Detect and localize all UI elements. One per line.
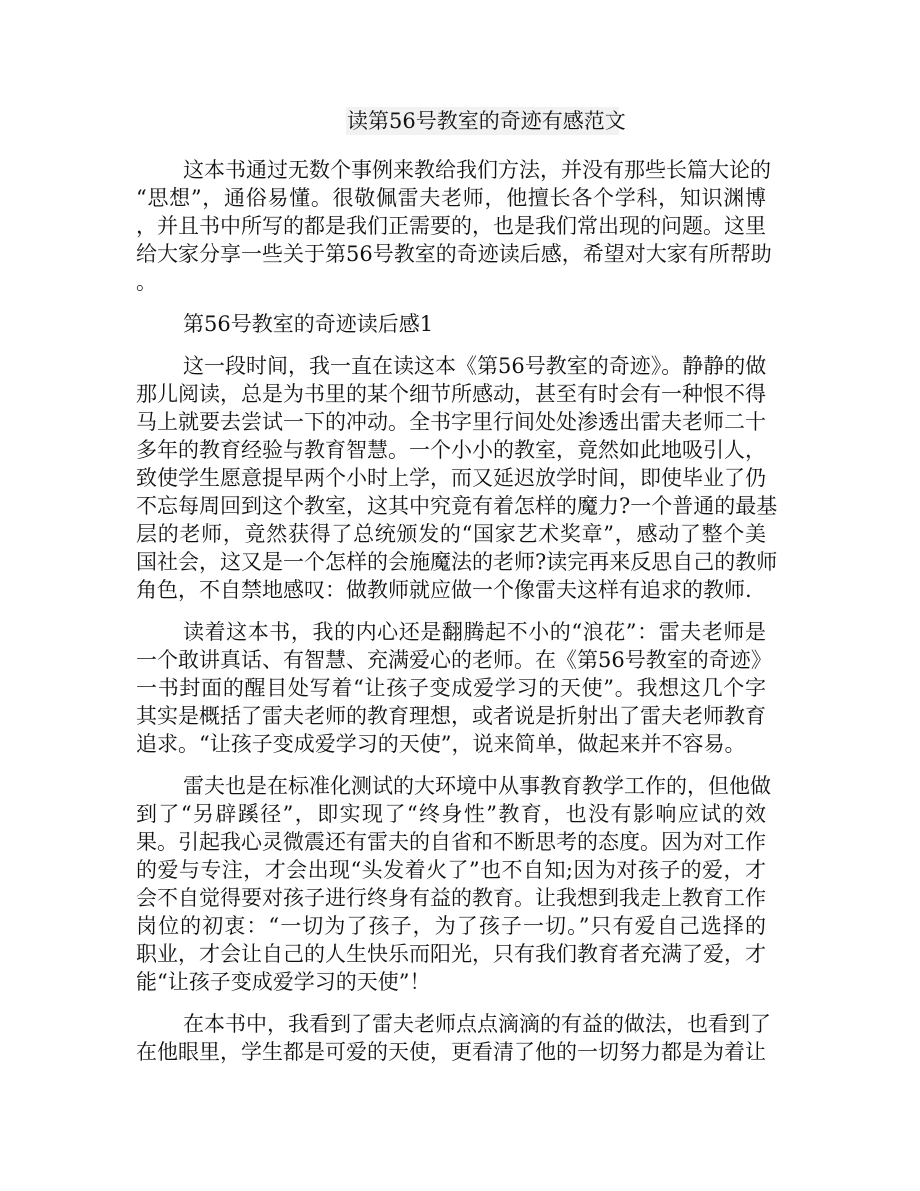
section-heading <box>136 310 766 338</box>
paragraph-line: 致使学生愿意提早两个小时上学，而又延迟放学时间，即使毕业了仍 <box>136 466 766 490</box>
paragraph-line: 不忘每周回到这个教室，这其中究竟有着怎样的魔力?一个普通的最基 <box>136 494 778 518</box>
paragraph-line: 岗位的初衷：“一切为了孩子，为了孩子一切。”只有爱自己选择的 <box>136 914 766 938</box>
paragraph-line: 一个敢讲真话、有智慧、充满爱心的老师。在《第56号教室的奇迹》 <box>136 648 772 672</box>
paragraph-line: 。 <box>136 270 157 294</box>
paragraph-line: 追求。“让孩子变成爱学习的天使”，说来简单，做起来并不容易。 <box>136 732 746 756</box>
paragraph-line: 果。引起我心灵微震还有雷夫的自省和不断思考的态度。因为对工作 <box>136 830 766 854</box>
paragraph-line: 会不自觉得要对孩子进行终身有益的教育。让我想到我走上教育工作 <box>136 886 766 910</box>
body-paragraph <box>136 618 772 758</box>
paragraph-line: 层的老师，竟然获得了总统颁发的“国家艺术奖章”，感动了整个美 <box>136 522 766 546</box>
paragraph-line: 读着这本书，我的内心还是翻腾起不小的“浪花”：雷夫老师是 <box>183 620 766 644</box>
paragraph-line: “思想”，通俗易懂。很敬佩雷夫老师，他擅长各个学科，知识渊博 <box>136 186 766 210</box>
paragraph-line: 在本书中，我看到了雷夫老师点点滴滴的有益的做法，也看到了 <box>183 1012 771 1036</box>
body-paragraph <box>136 352 778 604</box>
body-paragraph <box>136 772 771 996</box>
paragraph-line: 马上就要去尝试一下的冲动。全书字里行间处处渗透出雷夫老师二十 <box>136 410 766 434</box>
paragraph-line: 那儿阅读，总是为书里的某个细节所感动，甚至有时会有一种恨不得 <box>136 382 766 406</box>
paragraph-line: 这一段时间，我一直在读这本《第56号教室的奇迹》。静静的做 <box>183 354 767 378</box>
paragraph-line: 给大家分享一些关于第56号教室的奇迹读后感，希望对大家有所帮助 <box>136 242 772 266</box>
paragraph-line: 的爱与专注，才会出现“头发着火了”也不自知;因为对孩子的爱，才 <box>136 858 766 882</box>
paragraph-line: ，并且书中所写的都是我们正需要的，也是我们常出现的问题。这里 <box>136 214 766 238</box>
paragraph-line: 雷夫也是在标准化测试的大环境中从事教育教学工作的，但他做 <box>183 774 771 798</box>
paragraph-line: 职业，才会让自己的人生快乐而阳光，只有我们教育者充满了爱，才 <box>136 942 766 966</box>
paragraph-line: 能“让孩子变成爱学习的天使”！ <box>136 970 431 994</box>
intro-paragraph <box>136 156 772 296</box>
paragraph-line: 国社会，这又是一个怎样的会施魔法的老师?读完再来反思自己的教师 <box>136 550 778 574</box>
paragraph-line: 其实是概括了雷夫老师的教育理想，或者说是折射出了雷夫老师教育 <box>136 704 766 728</box>
document-title: 读第56号教室的奇迹有感范文 <box>347 109 626 133</box>
body-paragraph <box>136 1010 771 1066</box>
paragraph-line: 一书封面的醒目处写着“让孩子变成爱学习的天使”。我想这几个字 <box>136 676 766 700</box>
paragraph-line: 这本书通过无数个事例来教给我们方法，并没有那些长篇大论的 <box>183 158 771 182</box>
paragraph-line: 在他眼里，学生都是可爱的天使，更看清了他的一切努力都是为着让 <box>136 1040 766 1064</box>
paragraph-line: 角色，不自禁地感叹：做教师就应做一个像雷夫这样有追求的教师. <box>136 578 752 602</box>
section-heading-text: 第56号教室的奇迹读后感1 <box>183 312 434 336</box>
paragraph-line: 到了“另辟蹊径”，即实现了“终身性”教育，也没有影响应试的效 <box>136 802 766 826</box>
paragraph-line: 多年的教育经验与教育智慧。一个小小的教室，竟然如此地吸引人， <box>136 438 766 462</box>
